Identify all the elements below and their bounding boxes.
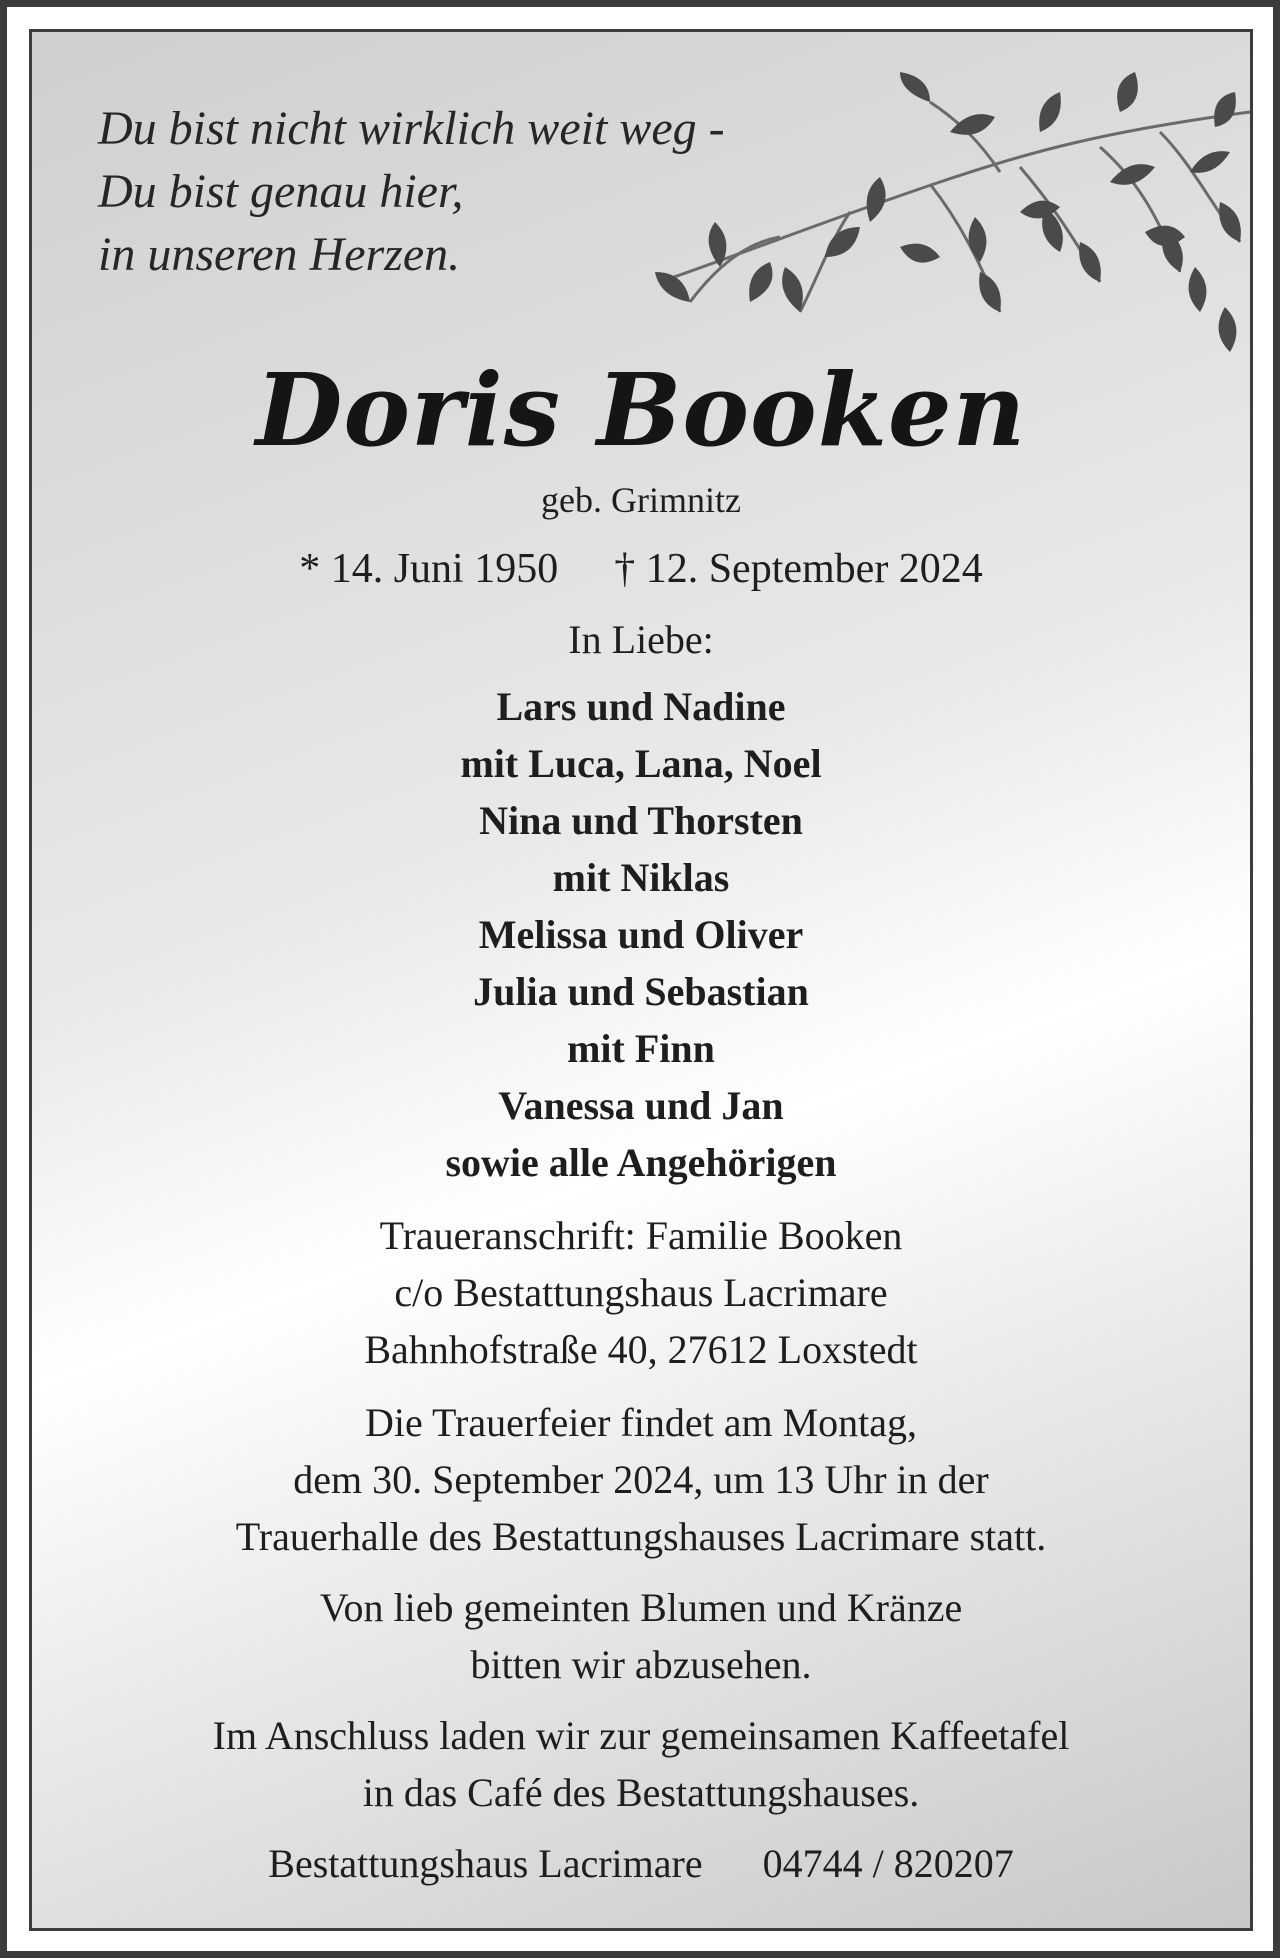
cafe-line: Im Anschluss laden wir zur gemeinsamen Kaffeetafel — [212, 1713, 1070, 1758]
ceremony-line: Trauerhalle des Bestattungshauses Lacrimare statt. — [235, 1514, 1047, 1559]
death-date: † 12. September 2024 — [614, 546, 983, 592]
mourner-line: mit Finn — [567, 1026, 715, 1071]
memorial-quote — [98, 97, 725, 286]
mourner-line: Lars und Nadine — [496, 684, 786, 729]
mourner-line: mit Luca, Lana, Noel — [460, 741, 822, 786]
address-line: Bahnhofstraße 40, 27612 Loxstedt — [364, 1327, 918, 1372]
ceremony-line: dem 30. September 2024, um 13 Uhr in der — [293, 1457, 989, 1502]
mourner-line: sowie alle Angehörigen — [445, 1140, 837, 1185]
mourner-line: Vanessa und Jan — [498, 1083, 784, 1128]
mourners-list — [32, 678, 1250, 1191]
address-line: Traueranschrift: Familie Booken — [379, 1213, 903, 1258]
funeral-home-footer — [32, 1835, 1250, 1892]
obituary-body — [32, 350, 1250, 1892]
flowers-line: bitten wir abzusehen. — [470, 1642, 812, 1687]
flowers-note — [32, 1579, 1250, 1693]
quote-line: Du bist genau hier, — [98, 165, 464, 218]
cafe-invitation — [32, 1707, 1250, 1821]
mourners-intro: In Liebe: — [568, 617, 714, 662]
mourner-line: mit Niklas — [552, 855, 730, 900]
obituary-card — [29, 29, 1253, 1931]
ceremony-line: Die Trauerfeier findet am Montag, — [364, 1400, 918, 1445]
ceremony-info — [32, 1394, 1250, 1565]
mourning-address — [32, 1207, 1250, 1378]
funeral-home-phone: 04744 / 820207 — [762, 1841, 1014, 1886]
deceased-name: Doris Booken — [255, 351, 1027, 469]
funeral-home-name: Bestattungshaus Lacrimare — [268, 1841, 703, 1886]
life-dates — [32, 544, 1250, 594]
quote-line: in unseren Herzen. — [98, 228, 461, 281]
cafe-line: in das Café des Bestattungshauses. — [362, 1770, 920, 1815]
mourner-line: Nina und Thorsten — [479, 798, 803, 843]
quote-line: Du bist nicht wirklich weit weg - — [98, 102, 725, 155]
flowers-line: Von lieb gemeinten Blumen und Kränze — [319, 1585, 963, 1630]
mourner-line: Melissa und Oliver — [478, 912, 804, 957]
address-line: c/o Bestattungshaus Lacrimare — [394, 1270, 888, 1315]
birth-name: geb. Grimnitz — [541, 480, 741, 520]
birth-date: * 14. Juni 1950 — [299, 546, 559, 592]
mourner-line: Julia und Sebastian — [473, 969, 809, 1014]
